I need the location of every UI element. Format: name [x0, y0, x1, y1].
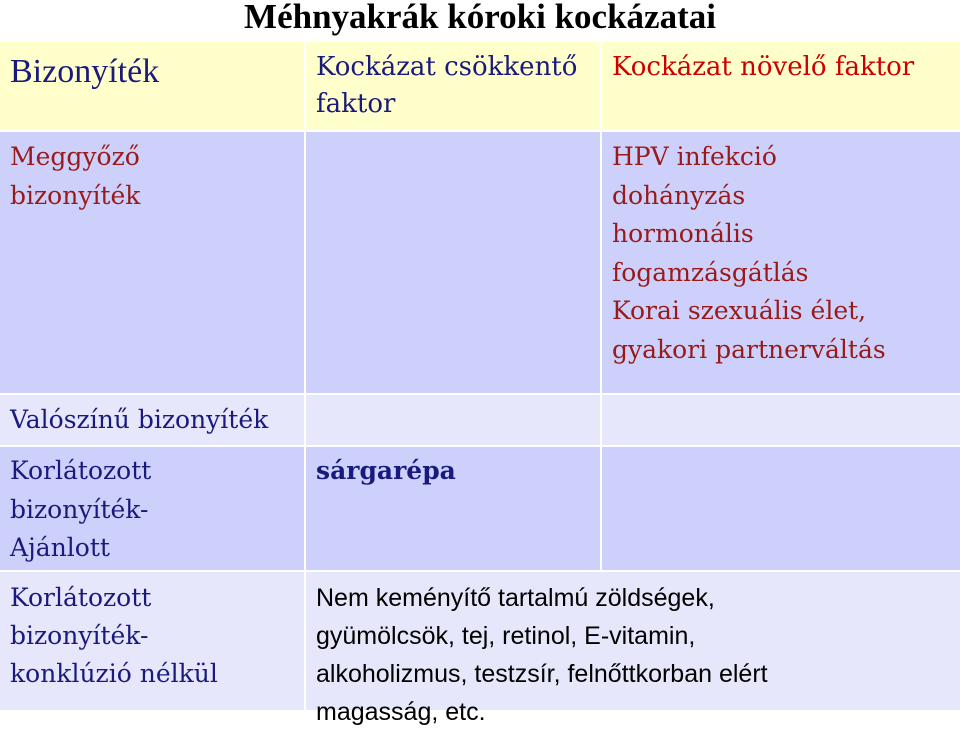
factor-text-line: alkoholizmus, testzsír, felnőttkorban elért: [316, 660, 768, 688]
evidence-level-cell: [0, 395, 304, 445]
risk-increasing-factor-line: Korai szexuális élet,: [612, 296, 867, 325]
risk-decreasing-cell: [306, 447, 600, 570]
evidence-level-cell: [0, 572, 304, 710]
risk-increasing-cell: [602, 447, 960, 570]
evidence-level-line: konklúzió nélkül: [10, 659, 218, 688]
risk-increasing-column-header: [602, 42, 960, 130]
risk-increasing-factor-line: hormonális: [612, 219, 754, 248]
risk-increasing-cell: [602, 132, 960, 393]
evidence-level-line: bizonyíték-: [10, 494, 149, 524]
evidence-level-line: bizonyíték: [10, 180, 141, 210]
evidence-level-line: Valószínű bizonyíték: [10, 405, 269, 434]
evidence-header-label: Bizonyíték: [10, 53, 160, 90]
risk-decreasing-header-line: Kockázat csökkentő: [316, 52, 578, 82]
risk-decreasing-column-header: [306, 42, 600, 130]
risk-increasing-factor-line: dohányzás: [612, 180, 746, 210]
risk-decreasing-factor-line: sárgarépa: [316, 456, 456, 485]
risk-increasing-cell: [602, 395, 960, 445]
risk-decreasing-cell: [306, 132, 600, 393]
risk-increasing-factor-line: gyakori partnerváltás: [612, 334, 886, 364]
risk-factor-table: [0, 42, 960, 726]
factor-text-line: magasság, etc.: [316, 698, 486, 726]
evidence-level-cell: [0, 132, 304, 393]
evidence-level-line: Korlátozott: [10, 583, 152, 612]
risk-increasing-header-label: Kockázat növelő faktor: [612, 52, 915, 82]
factor-text-line: Nem keményítő tartalmú zöldségek,: [316, 584, 715, 612]
evidence-level-line: Meggyőző: [10, 142, 140, 171]
evidence-level-line: bizonyíték-: [10, 621, 149, 650]
risk-increasing-factor-line: fogamzásgátlás: [612, 257, 809, 287]
evidence-level-line: Ajánlott: [10, 533, 110, 562]
factors-merged-cell: [306, 572, 960, 726]
evidence-column-header: [0, 42, 304, 130]
risk-decreasing-header-line: faktor: [316, 89, 396, 119]
factor-text-line: gyümölcsök, tej, retinol, E-vitamin,: [316, 622, 696, 650]
risk-increasing-factor-line: HPV infekció: [612, 142, 777, 171]
evidence-level-cell: [0, 447, 304, 570]
evidence-level-line: Korlátozott: [10, 456, 152, 485]
slide-title: Méhnyakrák kóroki kockázatai: [244, 0, 716, 36]
risk-decreasing-cell: [306, 395, 600, 445]
